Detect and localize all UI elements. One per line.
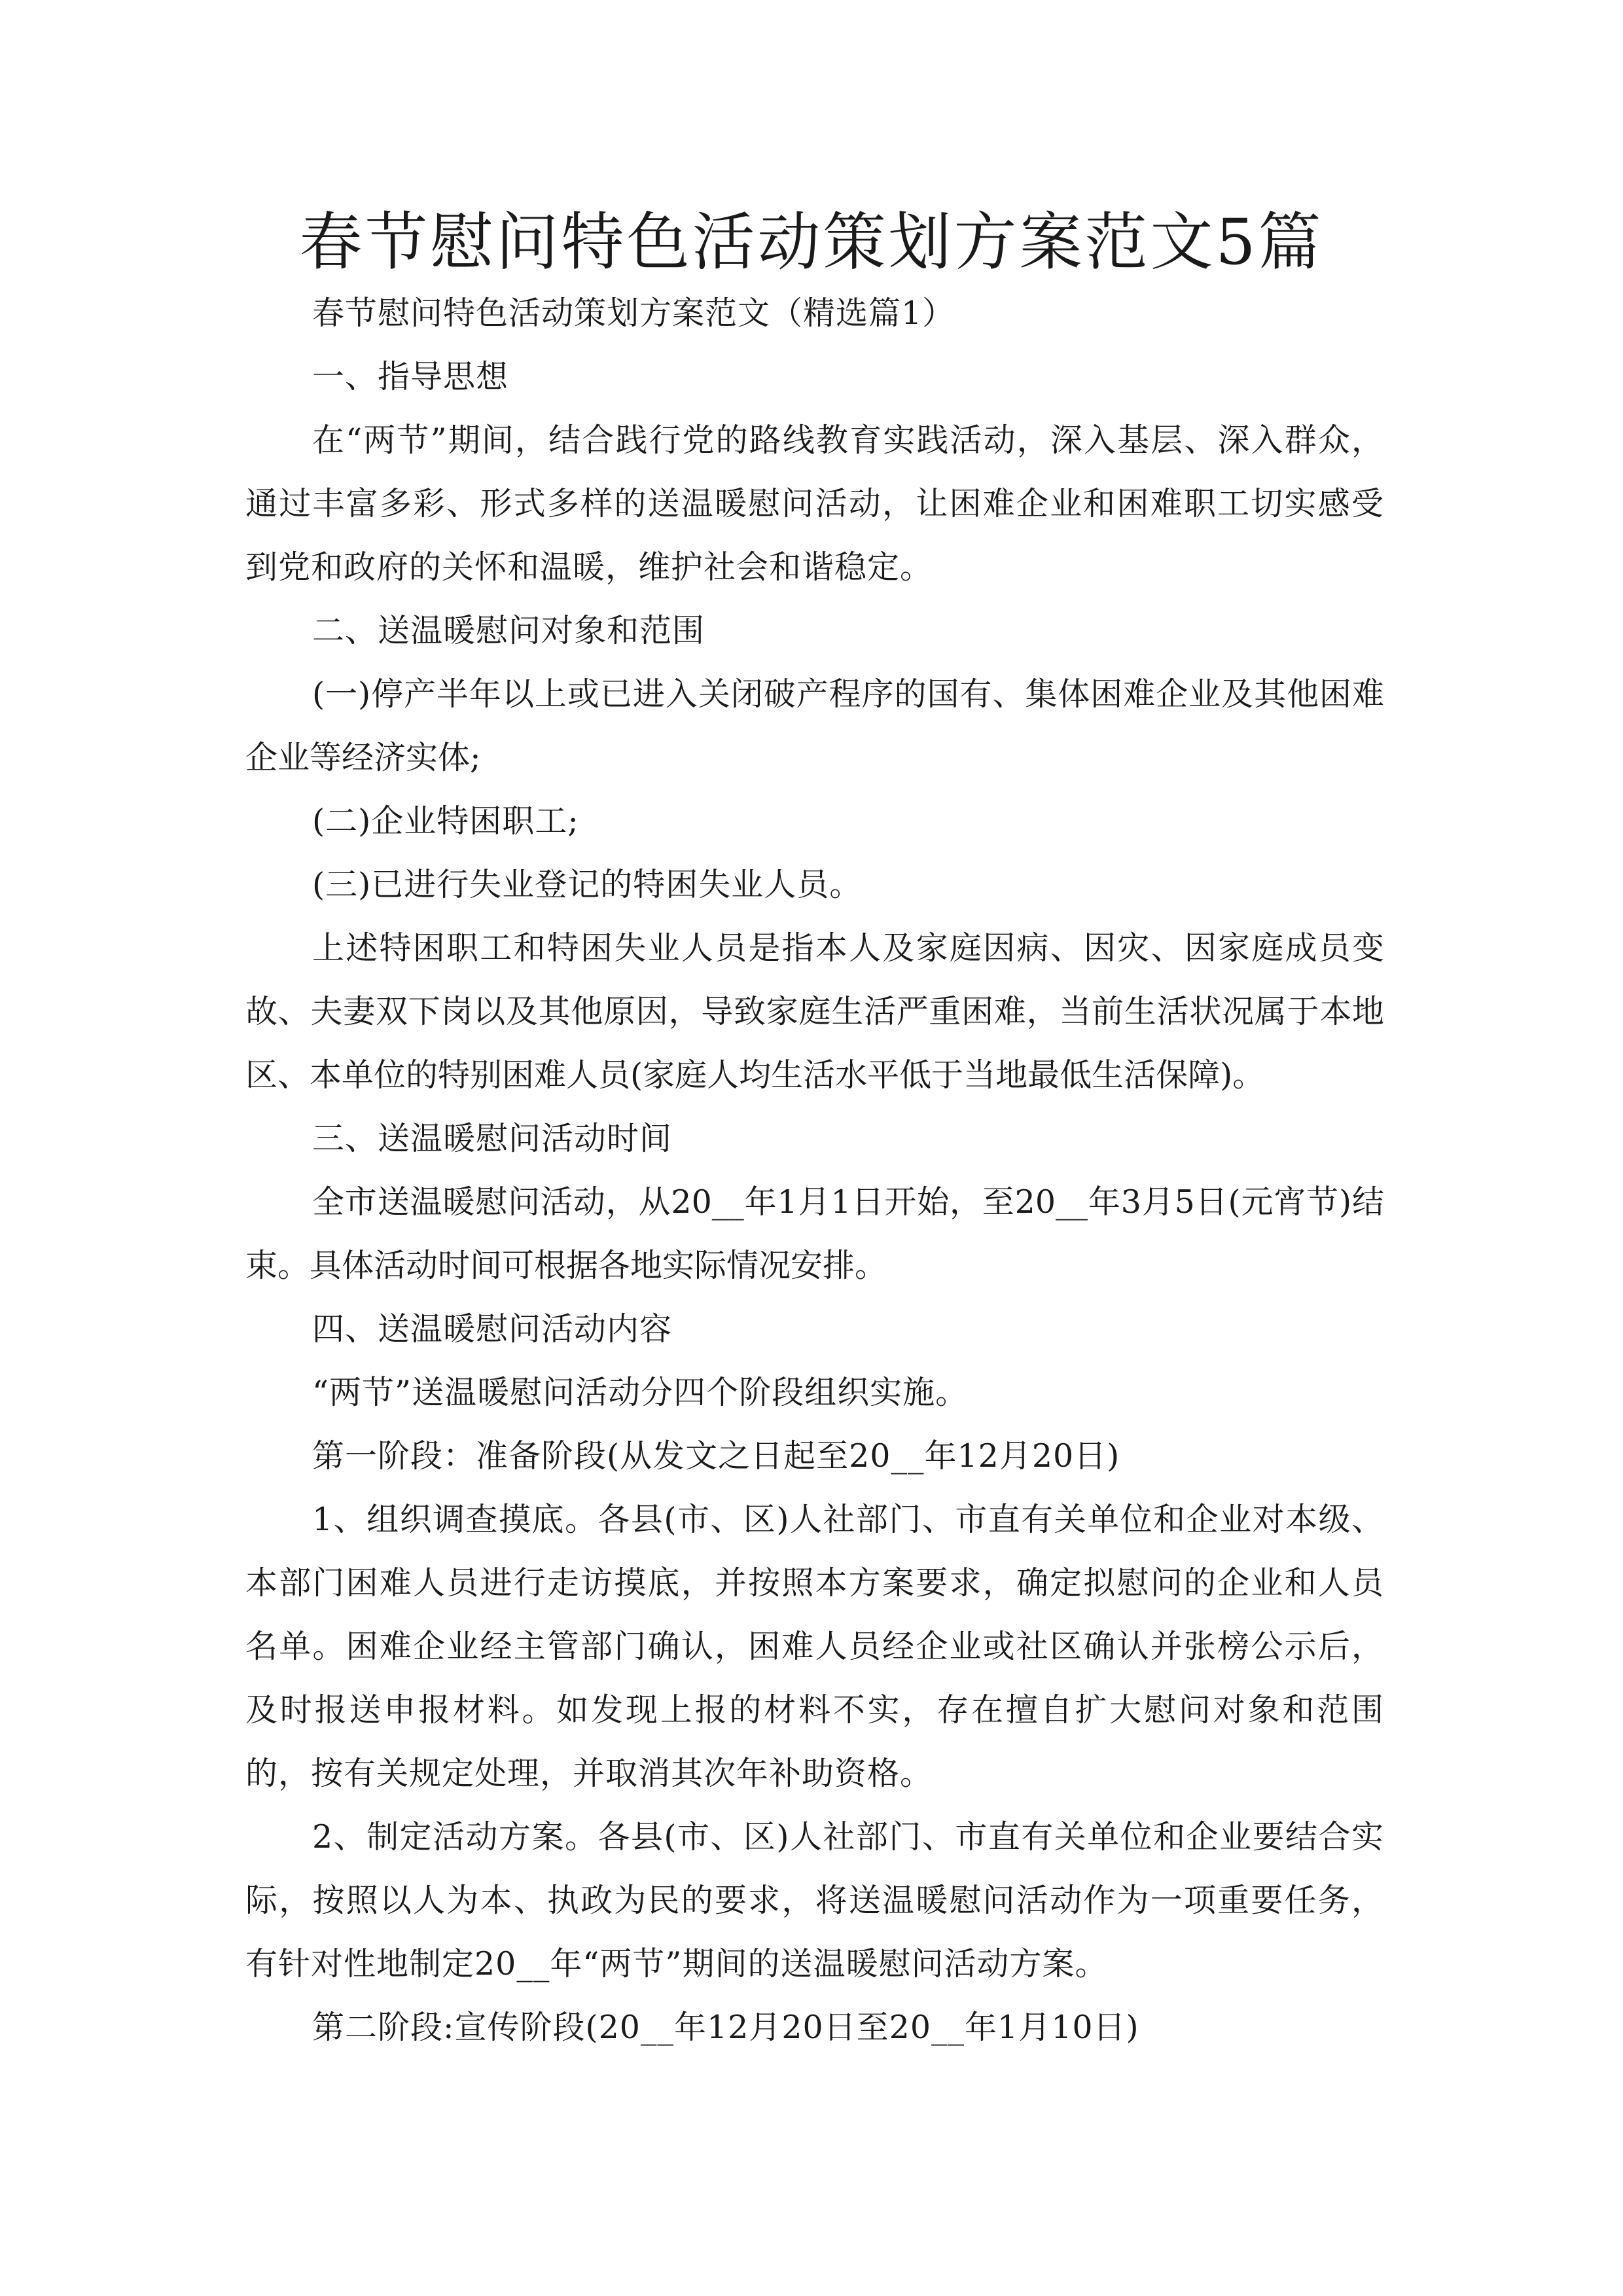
heading-activity-content: 四、送温暖慰问活动内容 xyxy=(312,1310,673,1348)
document-body xyxy=(245,281,1384,2059)
heading-stage-two: 第二阶段:宣传阶段(20__年12月20日至20__年1月10日) xyxy=(312,2009,1139,2046)
document-title: 春节慰问特色活动策划方案范文5篇 xyxy=(299,206,1324,279)
heading-activity-time: 三、送温暖慰问活动时间 xyxy=(312,1120,673,1157)
paragraph-guiding-ideology: 在“两节”期间，结合践行党的路线教育实践活动，深入基层、深入群众，通过丰富多彩、形式多样的送温暖慰问活动，让困难企业和困难职工切实感受到党和政府的关怀和温暖，维护社会和谐稳定。 xyxy=(245,422,1384,586)
paragraph-subtitle: 春节慰问特色活动策划方案范文（精选篇1） xyxy=(312,295,955,332)
paragraph-activity-time: 全市送温暖慰问活动，从20__年1月1日开始，至20__年3月5日(元宵节)结束。具体活动时间可根据各地实际情况安排。 xyxy=(245,1183,1384,1284)
heading-stage-one: 第一阶段：准备阶段(从发文之日起至20__年12月20日) xyxy=(312,1437,1120,1475)
paragraph-four-stages: “两节”送温暖慰问活动分四个阶段组织实施。 xyxy=(312,1374,969,1411)
paragraph-definition: 上述特困职工和特困失业人员是指本人及家庭因病、因灾、因家庭成员变故、夫妻双下岗以及其他原因，导致家庭生活严重困难，当前生活状况属于本地区、本单位的特别困难人员(家庭人均生活水平低于当地最低生活保障)。 xyxy=(245,929,1384,1094)
paragraph-plan: 2、制定活动方案。各县(市、区)人社部门、市直有关单位和企业要结合实际，按照以人为本、执政为民的要求，将送温暖慰问活动作为一项重要任务，有针对性地制定20__年“两节”期间的送温暖慰问活动方案。 xyxy=(245,1818,1384,1982)
list-item-1: (一)停产半年以上或已进入关闭破产程序的国有、集体困难企业及其他困难企业等经济实体; xyxy=(245,675,1384,776)
paragraph-investigation: 1、组织调查摸底。各县(市、区)人社部门、市直有关单位和企业对本级、本部门困难人员进行走访摸底，并按照本方案要求，确定拟慰问的企业和人员名单。困难企业经主管部门确认，困难人员经企业或社区确认并张榜公示后，及时报送申报材料。如发现上报的材料不实，存在擅自扩大慰问对象和范围的，按有关规定处理，并取消其次年补助资格。 xyxy=(245,1501,1384,1792)
list-item-2: (二)企业特困职工; xyxy=(312,802,579,840)
list-item-3: (三)已进行失业登记的特困失业人员。 xyxy=(312,866,863,903)
heading-targets-scope: 二、送温暖慰问对象和范围 xyxy=(312,612,705,649)
heading-guiding-ideology: 一、指导思想 xyxy=(312,358,509,395)
